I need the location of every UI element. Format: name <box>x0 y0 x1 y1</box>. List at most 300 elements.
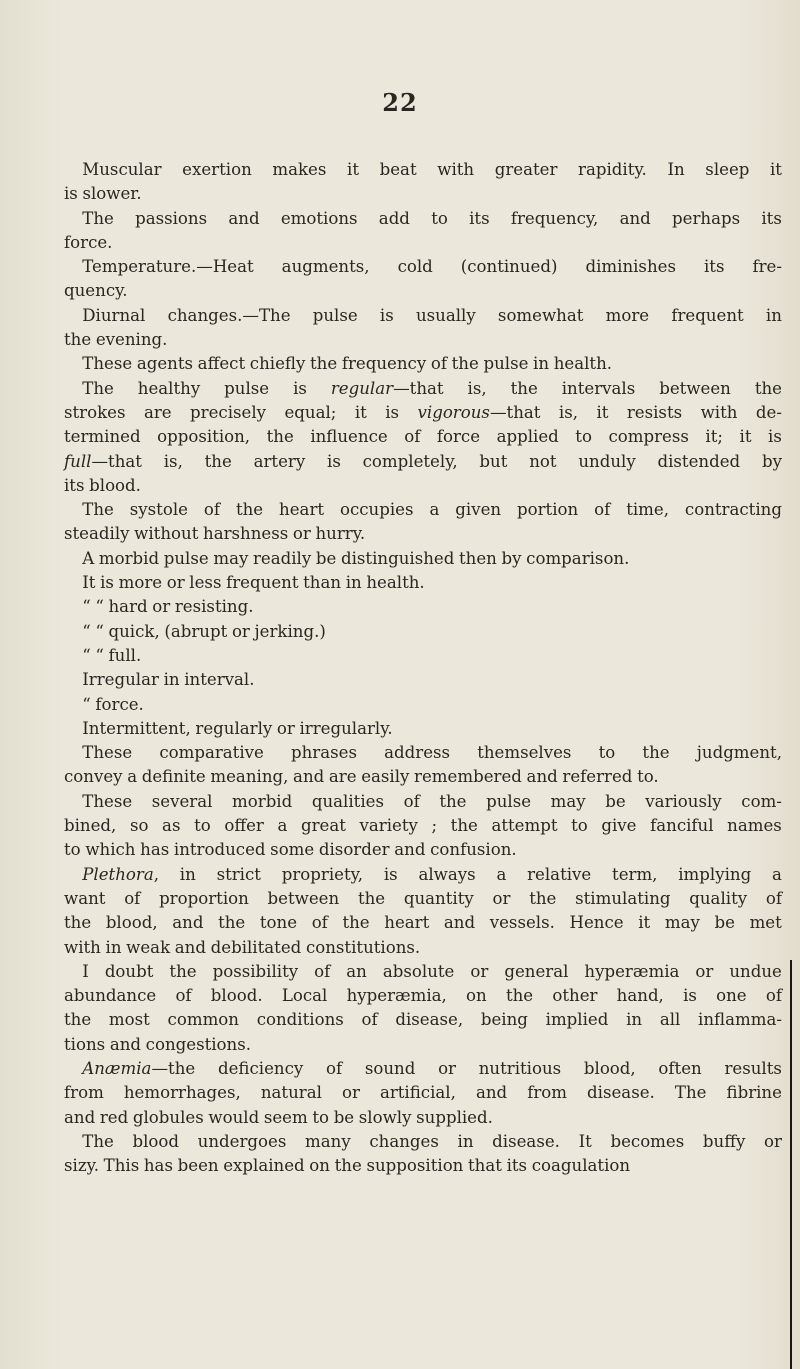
word: healthy <box>137 378 201 398</box>
word: the <box>169 961 197 981</box>
word: and <box>228 208 260 228</box>
text-line <box>64 182 782 206</box>
word: that <box>468 1156 502 1176</box>
word: nutritious <box>478 1058 562 1078</box>
word: given <box>455 500 502 520</box>
word: between <box>659 378 731 398</box>
word: on <box>466 986 487 1006</box>
word: sleep <box>705 160 750 179</box>
word: doubt <box>104 961 154 981</box>
word: to <box>194 816 211 836</box>
word: bined, <box>64 816 117 836</box>
word: and <box>64 1107 96 1127</box>
word: The <box>674 1083 707 1103</box>
word: Plethora, <box>82 864 159 884</box>
word: abundance <box>64 986 157 1006</box>
word: regular—that <box>330 378 444 398</box>
word: The <box>82 208 114 228</box>
word: blood, <box>583 1058 636 1078</box>
word: the <box>309 354 338 374</box>
text-line <box>64 765 782 789</box>
text-line <box>64 1154 782 1178</box>
word: results <box>724 1058 782 1078</box>
word: the <box>342 913 370 933</box>
word: contracting <box>684 500 782 520</box>
word: hand, <box>616 986 664 1006</box>
word: “ <box>82 621 91 641</box>
paragraph <box>64 693 782 717</box>
word: perhaps <box>672 208 741 228</box>
word: hurry. <box>315 524 366 544</box>
word: the <box>64 913 92 933</box>
text-line <box>64 960 782 984</box>
word: easily <box>361 767 410 787</box>
word: proportion <box>159 888 249 908</box>
word: artery <box>253 451 306 471</box>
word: the <box>64 330 92 350</box>
word: the <box>505 986 534 1006</box>
word: of <box>314 961 331 981</box>
text-line <box>64 255 782 279</box>
word: the <box>266 427 294 447</box>
word: sound <box>364 1058 416 1078</box>
word: It <box>578 1131 592 1151</box>
paragraph <box>64 644 782 668</box>
word: fre- <box>752 257 782 277</box>
word: to <box>312 1107 330 1127</box>
word: it <box>347 160 359 179</box>
word: the <box>451 354 479 374</box>
word: passions <box>135 208 208 228</box>
word: strokes <box>64 402 126 422</box>
word: implying <box>678 864 752 884</box>
word: be <box>315 548 337 568</box>
word: is <box>683 986 697 1006</box>
word: blood, <box>105 913 158 933</box>
word: attempt <box>491 816 558 836</box>
word: and <box>394 840 426 860</box>
word: or <box>492 888 511 908</box>
paragraph <box>64 158 782 207</box>
word: has <box>140 840 170 860</box>
word: implied <box>545 1010 609 1030</box>
word: than <box>303 573 342 593</box>
word: a <box>772 864 782 884</box>
word: globules <box>132 1107 204 1127</box>
text-line <box>64 352 782 376</box>
paragraph <box>64 741 782 790</box>
word: is, <box>467 378 487 398</box>
word: is <box>383 864 398 884</box>
paragraph <box>64 620 782 644</box>
word: been <box>177 1156 219 1176</box>
word: explained <box>223 1156 305 1176</box>
text-line <box>64 158 782 182</box>
text-line <box>64 936 782 960</box>
word: These <box>82 791 133 811</box>
word: is, <box>558 402 578 422</box>
word: (continued) <box>460 257 558 277</box>
word: the <box>235 500 264 520</box>
word: in <box>179 864 196 884</box>
word: vessels. <box>489 913 555 933</box>
word: or <box>276 718 295 738</box>
word: supplied. <box>416 1107 493 1127</box>
word: beat <box>379 160 417 179</box>
word: morbid <box>98 548 160 568</box>
paragraph <box>64 668 782 692</box>
word: to <box>571 816 588 836</box>
word: between <box>267 888 340 908</box>
word: resisting. <box>174 597 254 617</box>
word: give <box>601 816 637 836</box>
word: in <box>457 1131 474 1151</box>
word: from <box>527 1083 567 1103</box>
word: propriety, <box>281 864 364 884</box>
word: or <box>438 1058 456 1078</box>
word: address <box>384 743 451 763</box>
word: slower. <box>82 184 142 204</box>
word: its <box>506 1156 528 1176</box>
word: In <box>667 160 685 179</box>
word: it <box>739 427 752 447</box>
word: are <box>143 402 172 422</box>
text-line <box>64 377 782 401</box>
word: from <box>64 1083 104 1103</box>
word: hard <box>108 597 148 617</box>
word: blood. <box>210 986 263 1006</box>
word: sizy. <box>64 1156 100 1176</box>
word: confusion. <box>430 840 517 860</box>
word: precisely <box>190 402 267 422</box>
paragraph <box>64 377 782 498</box>
word: to <box>575 427 592 447</box>
word: is <box>100 573 114 593</box>
word: Diurnal <box>82 305 146 325</box>
word: of <box>203 500 221 520</box>
text-line <box>64 984 782 1008</box>
word: of <box>361 1010 378 1030</box>
word: quality <box>689 888 748 908</box>
text-line <box>64 1057 782 1081</box>
word: definite <box>141 767 206 787</box>
word: and <box>293 767 325 787</box>
page-edge-shadow <box>790 960 792 1369</box>
word: in <box>105 937 122 957</box>
text-line <box>64 1106 782 1130</box>
word: its <box>761 208 782 228</box>
word: more <box>605 305 650 325</box>
word: the <box>64 1010 92 1030</box>
word: equal; <box>284 402 337 422</box>
word: These <box>82 743 133 763</box>
word: less <box>189 573 222 593</box>
paragraph <box>64 255 782 304</box>
word: changes <box>369 1131 439 1151</box>
text-line <box>64 741 782 765</box>
word: coagulation <box>531 1156 631 1176</box>
word: ; <box>431 816 438 836</box>
word: its <box>64 475 85 495</box>
word: judgment, <box>696 743 782 763</box>
word: “ <box>82 597 91 617</box>
word: Irregular <box>82 670 159 690</box>
word: seem <box>263 1107 308 1127</box>
word: variety <box>359 816 418 836</box>
text-line <box>64 693 782 717</box>
word: has <box>143 1156 173 1176</box>
word: without <box>134 524 199 544</box>
word: be <box>605 791 626 811</box>
word: by <box>761 451 782 471</box>
word: influence <box>310 427 388 447</box>
word: tions <box>64 1034 106 1054</box>
word: to <box>431 208 448 228</box>
text-line <box>64 425 782 449</box>
word: affect <box>197 354 246 374</box>
word: quantity <box>403 888 474 908</box>
word: distinguished <box>340 548 455 568</box>
word: slowly <box>358 1107 412 1127</box>
word: common <box>167 1010 239 1030</box>
word: “ <box>95 645 104 665</box>
word: may <box>213 548 249 568</box>
word: harshness <box>203 524 289 544</box>
word: with <box>64 937 101 957</box>
word: more <box>118 573 163 593</box>
word: the <box>529 888 557 908</box>
word: “ <box>82 694 91 714</box>
text-line <box>64 401 782 425</box>
word: and <box>475 1083 508 1103</box>
word: its <box>703 257 725 277</box>
word: I <box>82 961 89 981</box>
paragraph <box>64 960 782 1057</box>
word: in <box>163 670 180 690</box>
word: heart <box>384 913 430 933</box>
word: may <box>550 791 586 811</box>
word: quency. <box>64 281 128 301</box>
word: morbid <box>232 791 293 811</box>
word: red <box>99 1107 129 1127</box>
paragraph <box>64 863 782 960</box>
text-line <box>64 1008 782 1032</box>
word: pulse <box>312 305 358 325</box>
word: not <box>529 451 557 471</box>
word: it <box>770 160 782 179</box>
paragraph <box>64 352 782 376</box>
word: of <box>765 888 782 908</box>
text-line <box>64 498 782 522</box>
word: with <box>700 402 738 422</box>
word: undergoes <box>197 1131 287 1151</box>
word: A <box>82 548 95 568</box>
word: several <box>151 791 213 811</box>
word: of <box>765 986 782 1006</box>
paragraph <box>64 717 782 741</box>
word: the <box>204 451 232 471</box>
word: would <box>208 1107 260 1127</box>
paragraph <box>64 207 782 256</box>
word: com- <box>741 791 782 811</box>
word: exertion <box>182 160 252 179</box>
text-line <box>64 328 782 352</box>
word: the <box>754 378 782 398</box>
word: occupies <box>339 500 414 520</box>
word: disorder <box>318 840 390 860</box>
text-line <box>64 863 782 887</box>
word: compress <box>608 427 689 447</box>
word: hyperæmia, <box>346 986 447 1006</box>
word: health. <box>553 354 613 374</box>
word: the <box>450 816 478 836</box>
word: rapidity. <box>578 160 647 179</box>
word: one <box>716 986 747 1006</box>
text-line <box>64 231 782 255</box>
word: qualities <box>311 791 384 811</box>
word: intervals <box>561 378 636 398</box>
word: stimulating <box>575 888 671 908</box>
word: of <box>124 888 141 908</box>
word: in <box>626 1010 643 1030</box>
word: natural <box>260 1083 322 1103</box>
word: in <box>533 354 550 374</box>
word: great <box>300 816 346 836</box>
word: evening. <box>95 330 168 350</box>
word: fanciful <box>650 816 714 836</box>
word: “ <box>82 645 91 665</box>
text-line <box>64 547 782 571</box>
word: always <box>418 864 476 884</box>
word: a <box>496 864 507 884</box>
word: are <box>328 767 357 787</box>
paragraph <box>64 547 782 571</box>
word: cold <box>397 257 433 277</box>
word: blood. <box>89 475 141 495</box>
word: frequent <box>671 305 744 325</box>
word: a <box>127 767 138 787</box>
word: term, <box>612 864 658 884</box>
word: interval. <box>184 670 255 690</box>
word: is <box>385 402 400 422</box>
word: being <box>480 1010 528 1030</box>
word: full—that <box>64 451 142 471</box>
word: or <box>166 573 185 593</box>
page-number: 22 <box>382 88 418 117</box>
word: the <box>439 791 467 811</box>
word: The <box>82 378 114 398</box>
word: relative <box>527 864 592 884</box>
word: readily <box>252 548 312 568</box>
word: comparative <box>159 743 264 763</box>
word: which <box>85 840 136 860</box>
paragraph <box>64 304 782 353</box>
word: Temperature.—Heat <box>82 257 254 277</box>
word: Muscular <box>82 160 162 179</box>
word: disease. <box>492 1131 560 1151</box>
word: chiefly <box>249 354 306 374</box>
text-line <box>64 1033 782 1057</box>
word: be <box>333 1107 355 1127</box>
word: pulse <box>224 378 270 398</box>
word: constitutions. <box>305 937 421 957</box>
word: debilitated <box>210 937 302 957</box>
word: a <box>277 816 288 836</box>
word: This <box>103 1156 140 1176</box>
word: Intermittent, <box>82 718 191 738</box>
word: met <box>749 913 782 933</box>
word: greater <box>494 160 558 179</box>
word: often <box>658 1058 702 1078</box>
word: absolute <box>382 961 455 981</box>
text-line <box>64 1081 782 1105</box>
word: of <box>430 354 447 374</box>
word: deficiency <box>217 1058 304 1078</box>
word: and <box>109 1034 142 1054</box>
word: variously <box>645 791 722 811</box>
word: becomes <box>610 1131 685 1151</box>
paragraph <box>64 1057 782 1130</box>
word: to <box>64 840 81 860</box>
word: time, <box>626 500 669 520</box>
text-line <box>64 207 782 231</box>
word: full. <box>108 645 142 665</box>
word: congestions. <box>145 1034 252 1054</box>
word: is <box>327 451 341 471</box>
text-line <box>64 450 782 474</box>
word: remembered <box>414 767 522 787</box>
word: want <box>64 888 106 908</box>
text-line <box>64 279 782 303</box>
word: themselves <box>477 743 572 763</box>
paragraph <box>64 1130 782 1179</box>
word: force. <box>64 232 113 252</box>
word: an <box>346 961 367 981</box>
word: of <box>403 791 420 811</box>
word: or <box>470 961 489 981</box>
word: of <box>325 1058 343 1078</box>
word: its <box>469 208 490 228</box>
word: irregularly. <box>299 718 393 738</box>
text-line <box>64 717 782 741</box>
word: it; <box>705 427 723 447</box>
text-line <box>64 595 782 619</box>
word: force <box>436 427 481 447</box>
word: supposition <box>366 1156 464 1176</box>
word: is <box>293 378 307 398</box>
word: buffy <box>702 1131 746 1151</box>
word: general <box>504 961 569 981</box>
word: the <box>218 913 246 933</box>
paragraph <box>64 790 782 863</box>
word: vigorous—that <box>417 402 541 422</box>
word: resists <box>626 402 683 422</box>
word: in <box>345 573 362 593</box>
word: other <box>552 986 598 1006</box>
word: “ <box>95 621 104 641</box>
word: convey <box>64 767 123 787</box>
word: is <box>768 427 782 447</box>
word: The <box>82 500 114 520</box>
text-line <box>64 911 782 935</box>
word: offer <box>224 816 264 836</box>
word: force. <box>95 694 144 714</box>
word: phrases <box>290 743 357 763</box>
word: systole <box>129 500 188 520</box>
word: changes.—The <box>167 305 291 325</box>
word: regularly <box>195 718 273 738</box>
word: in <box>765 305 782 325</box>
